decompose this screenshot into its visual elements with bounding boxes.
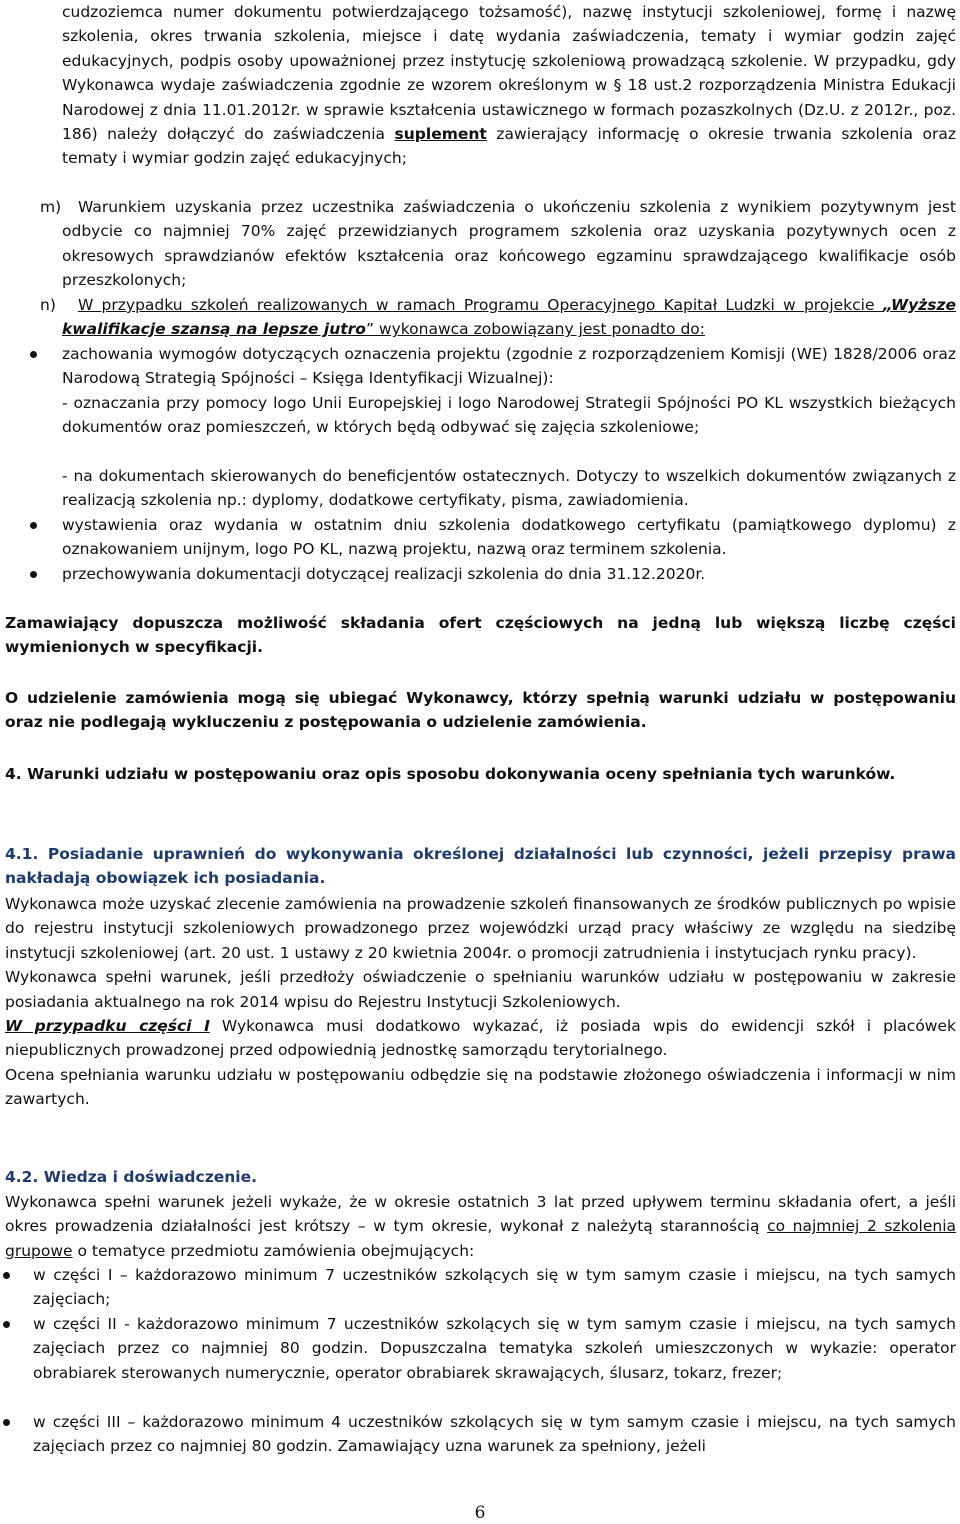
obligation-text-2: wystawienia oraz wydania w ostatnim dniu szkolenia dodatkowego certyfikatu (pamiątkowego dyplomu) z oznakowaniem unijnym, logo PO KL, nazwą projektu, nazwą oraz terminem szkolenia. [62, 516, 956, 559]
page-number: 6 [474, 1503, 486, 1523]
bullet-icon [26, 562, 46, 586]
project-name: „Wyższe kwalifikacje szansą na lepsze jutro [62, 296, 956, 339]
bullet-icon [0, 1263, 19, 1287]
continuation-text: cudzoziemca numer dokumentu potwierdzającego tożsamość), nazwę instytucji szkoleniowej, formę i nazwę szkolenia, okres trwania szkolenia, miejsce i datę wydania zaświadczenia, tematy i wymiar godzin zajęć edukacyjnych, podpis osoby upoważnionej przez instytucję szkoleniową prowadzącą szkolenie. W przypadku, gdy Wykonawca wydaje zaświadczenia zgodnie ze wzorem określonym w § 18 ust.2 rozporządzenia Ministra Edukacji Narodowej z dnia 11.01.2012r. w sprawie kształcenia ustawicznego w formach pozaszkolnych (Dz.U. z 2012r., poz. 186) należy dołączyć do zaświadczenia suplement zawierający informację o okresie trwania szkolenia oraz tematy i wymiar godzin zajęć edukacyjnych; [62, 3, 957, 168]
bullet-icon [26, 513, 46, 537]
obligation-dash-1 [62, 391, 956, 440]
partial-offers-text: Zamawiający dopuszcza możliwość składania ofert częściowych na jedną lub większą liczbę części wymienionych w specyfikacji. [5, 614, 956, 657]
section-4-1-heading-text: 4.1. Posiadanie uprawnień do wykonywania określonej działalności lub czynności, jeżeli przepisy prawa nakładają obowiązek ich posiadania. [5, 845, 956, 888]
section-4-1-para-3: W przypadku części I Wykonawca musi dodatkowo wykazać, iż posiada wpis do ewidencji szkół i placówek niepublicznych prowadzonej przed odpowiednią jednostkę samorządu terytorialnego. [5, 1017, 956, 1060]
requirement-item-part-2 [33, 1312, 956, 1385]
bullet-icon [0, 1312, 19, 1336]
supplement-term: suplement [394, 125, 487, 144]
obligation-dash-2 [62, 464, 956, 513]
list-label-n: n) [40, 296, 56, 314]
section-4-heading [5, 762, 956, 786]
section-4-text: 4. Warunki udziału w postępowaniu oraz opis sposobu dokonywania oceny spełniania tych warunków. [5, 765, 896, 783]
bullet-icon [0, 1410, 19, 1434]
requirement-text-part-1: w części I – każdorazowo minimum 7 uczestników szkolących się w tym samym czasie i miejscu, na tych samych zajęciach; [33, 1266, 956, 1309]
section-4-2-heading [5, 1165, 956, 1189]
obligation-bullet-2 [62, 513, 956, 562]
obligation-dash-text-2: - na dokumentach skierowanych do beneficjentów ostatecznych. Dotyczy to wszelkich dokumentów związanych z realizacją szkolenia np.: dyplomy, dodatkowe certyfikaty, pisma, zawiadomienia. [62, 467, 956, 510]
section-4-2-para-1: Wykonawca spełni warunek jeżeli wykaże, że w okresie ostatnich 3 lat przed upływem terminu składania ofert, a jeśli okres prowadzenia działalności jest krótszy – w tym okresie, wykonał z należytą starannością co najmniej 2 szkolenia grupowe o tematyce przedmiotu zamówienia obejmujących: [5, 1193, 957, 1260]
section-4-1-heading [5, 842, 956, 891]
section-4-1-para-2: Wykonawca spełni warunek, jeśli przedłoży oświadczenie o spełnianiu warunków udziału w postępowaniu w zakresie posiadania aktualnego na rok 2014 wpisu do Rejestru Instytucji Szkoleniowych. [5, 968, 956, 1011]
part-1-emphasis: W przypadku części I [5, 1017, 210, 1036]
list-label-m: m) [40, 198, 62, 216]
section-4-1-para-1: Wykonawca może uzyskać zlecenie zamówienia na prowadzenie szkoleń finansowanych ze środków publicznych po wpisie do rejestru instytucji szkoleniowych prowadzonego przez wojewódzki urząd pracy właściwy ze względu na siedzibę instytucji szkoleniowej (art. 20 ust. 1 ustawy z 20 kwietnia 2004r. o promocji zatrudnienia i instytucjach rynku pracy). [5, 895, 956, 962]
requirement-text-part-3: w części III – każdorazowo minimum 4 uczestników szkolących się w tym samym czasie i miejscu, na tych samych zajęciach przez co najmniej 80 godzin. Zamawiający uzna warunek za spełniony, jeżeli [33, 1413, 956, 1456]
list-text-m: Warunkiem uzyskania przez uczestnika zaświadczenia o ukończeniu szkolenia z wynikiem pozytywnym jest odbycie co najmniej 70% zajęć przewidzianych programem szkolenia oraz uzyskania pozytywnych ocen z okresowych sprawdzianów efektów kształcenia oraz końcowego egzaminu sprawdzającego kwalifikacje osób przeszkolonych; [62, 198, 956, 290]
requirement-item-part-3 [33, 1410, 956, 1459]
section-4-1-body [5, 892, 956, 1112]
list-text-n: W przypadku szkoleń realizowanych w ramach Programu Operacyjnego Kapitał Ludzki w projekcie „Wyższe kwalifikacje szansą na lepsze jutro” wykonawca zobowiązany jest ponadto do: [62, 296, 956, 339]
section-4-1-para-4: Ocena spełniania warunku udziału w postępowaniu odbędzie się na podstawie złożonego oświadczenia i informacji w nim zawartych. [5, 1065, 956, 1109]
obligation-bullet-3 [62, 562, 956, 586]
obligation-text-3: przechowywania dokumentacji dotyczącej realizacji szkolenia do dnia 31.12.2020r. [62, 565, 706, 583]
partial-offers-paragraph [5, 611, 956, 660]
section-4-2-body [5, 1190, 956, 1263]
requirement-text-part-2: w części II - każdorazowo minimum 7 uczestników szkolących się w tym samym czasie i miejscu, na tych samych zajęciach przez co najmniej 80 godzin. Dopuszczalna tematyka szkoleń umieszczonych w wykazie: operator obrabiarek sterowanych numerycznie, operator obrabiarek skrawających, ślusarz, tokarz, frezer; [33, 1315, 956, 1382]
requirement-item-part-1 [33, 1263, 956, 1312]
obligation-text-1: zachowania wymogów dotyczących oznaczenia projektu (zgodnie z rozporządzeniem Komisji (WE) 1828/2006 oraz Narodową Strategią Spójności – Księga Identyfikacji Wizualnej): [62, 345, 956, 388]
eligibility-text: O udzielenie zamówienia mogą się ubiegać Wykonawcy, którzy spełnią warunki udziału w postępowaniu oraz nie podlegają wykluczeniu z postępowania o udzielenie zamówienia. [5, 689, 956, 732]
min-trainings-emphasis: co najmniej 2 szkolenia grupowe [5, 1217, 957, 1260]
obligation-bullet-1 [62, 342, 956, 391]
continuation-paragraph [62, 0, 956, 171]
list-item-n [40, 293, 956, 342]
eligibility-paragraph [5, 686, 956, 735]
bullet-icon [26, 342, 46, 366]
obligation-dash-text-1: - oznaczania przy pomocy logo Unii Europejskiej i logo Narodowej Strategii Spójności PO KL wszystkich bieżących dokumentów oraz pomieszczeń, w których będą odbywać się zajęcia szkoleniowe; [62, 394, 956, 437]
section-4-2-heading-text: 4.2. Wiedza i doświadczenie. [5, 1168, 257, 1186]
list-item-m [40, 195, 956, 293]
